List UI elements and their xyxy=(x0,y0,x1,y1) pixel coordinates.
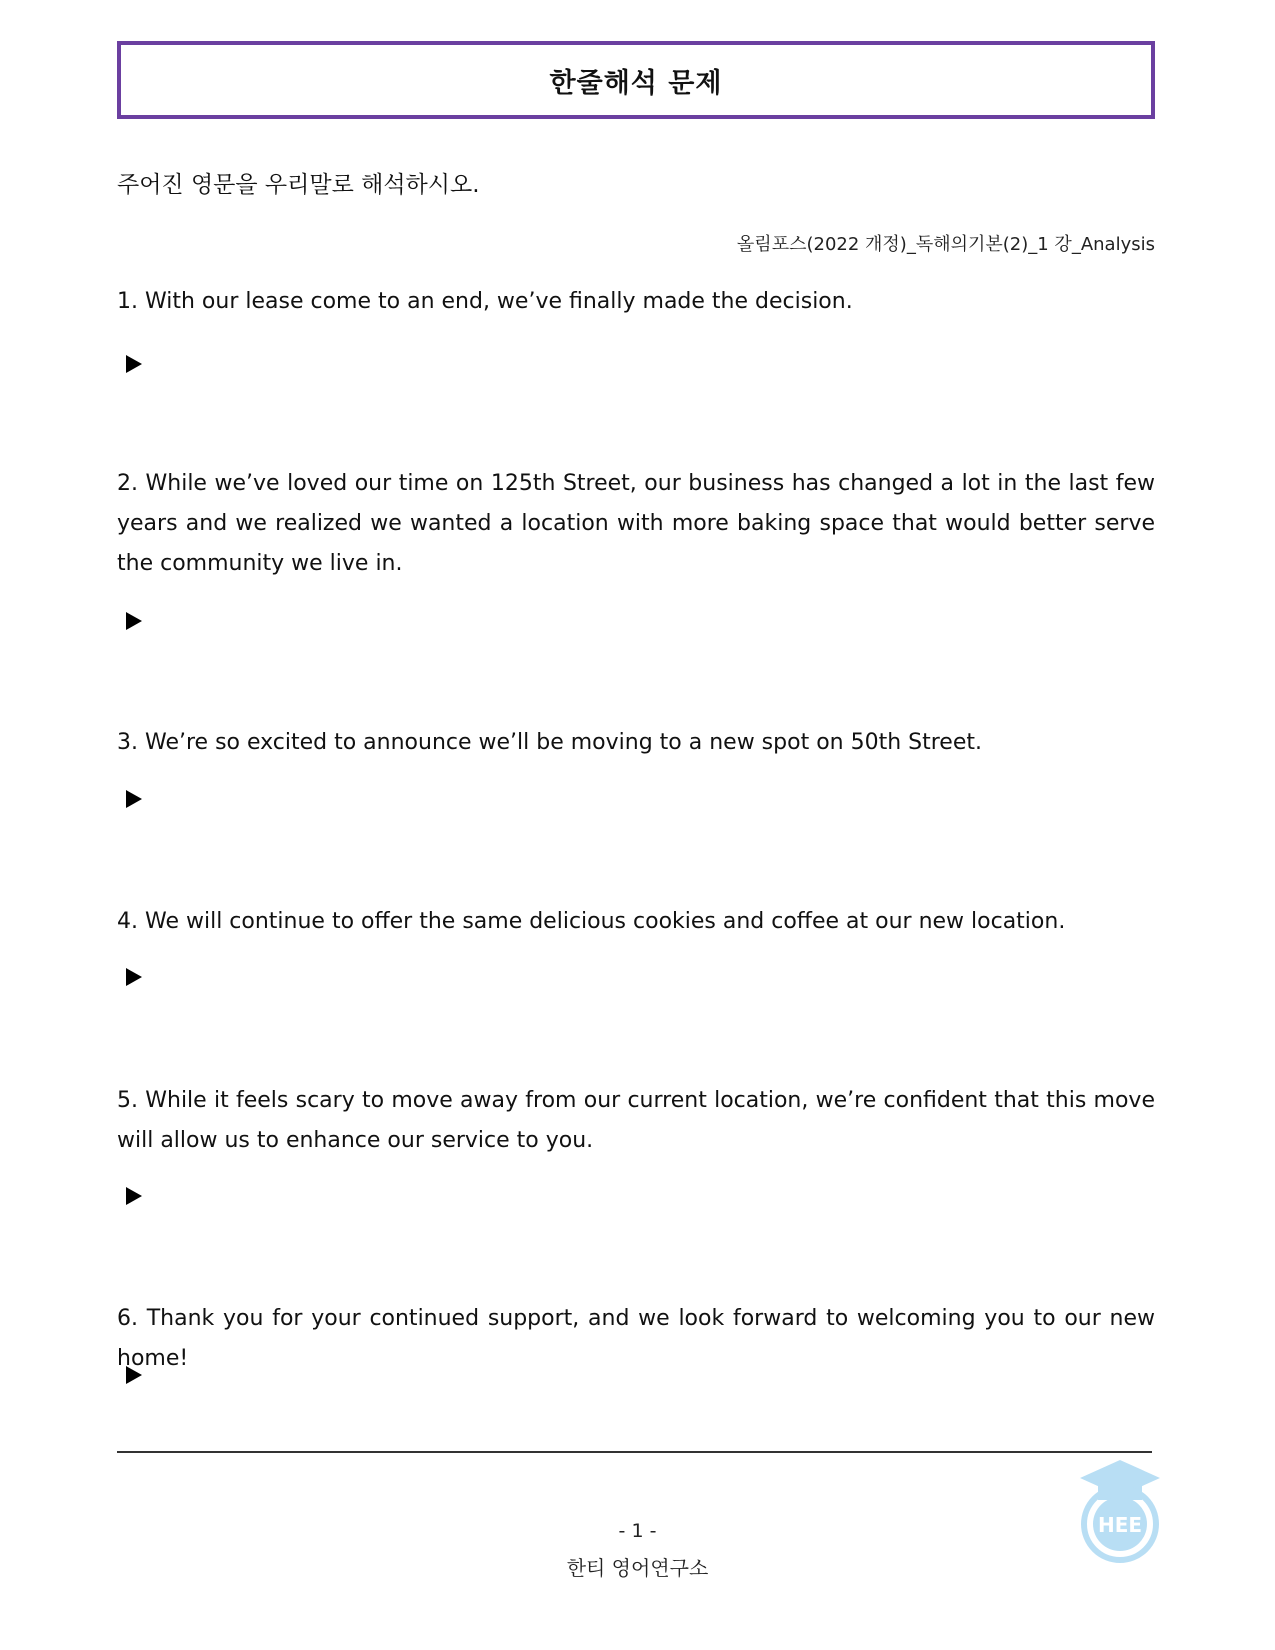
question-1: 1. With our lease come to an end, we’ve finally made the decision. xyxy=(117,289,853,314)
title-box xyxy=(117,41,1155,119)
answer-arrow-icon xyxy=(126,790,142,808)
answer-arrow-icon xyxy=(126,968,142,986)
question-4: 4. We will continue to offer the same delicious cookies and coffee at our new location. xyxy=(117,909,1066,934)
page-number: - 1 - xyxy=(618,1520,657,1542)
answer-arrow-icon xyxy=(126,612,142,630)
question-2: 2. While we’ve loved our time on 125th Street, our business has changed a lot in the last few years and we realized we wanted a location with more baking space that would better serve the community we live in. xyxy=(117,471,1155,576)
page-title: 한줄해석 문제 xyxy=(549,67,723,99)
footer-divider xyxy=(117,1451,1152,1453)
question-5: 5. While it feels scary to move away from our current location, we’re confident that this move will allow us to enhance our service to you. xyxy=(117,1088,1155,1153)
question-6: 6. Thank you for your continued support, and we look forward to welcoming you to our new home! xyxy=(117,1306,1155,1371)
logo-text: HEE xyxy=(1097,1513,1143,1537)
instruction-text: 주어진 영문을 우리말로 해석하시오. xyxy=(117,172,480,198)
answer-arrow-icon xyxy=(126,1187,142,1205)
source-label: 올림포스(2022 개정)_독해의기본(2)_1 강_Analysis xyxy=(736,234,1155,255)
institute-name: 한티 영어연구소 xyxy=(566,1556,709,1580)
question-3: 3. We’re so excited to announce we’ll be moving to a new spot on 50th Street. xyxy=(117,730,982,755)
hee-logo xyxy=(1078,1458,1162,1566)
answer-arrow-icon xyxy=(126,355,142,373)
answer-arrow-icon xyxy=(126,1366,142,1384)
